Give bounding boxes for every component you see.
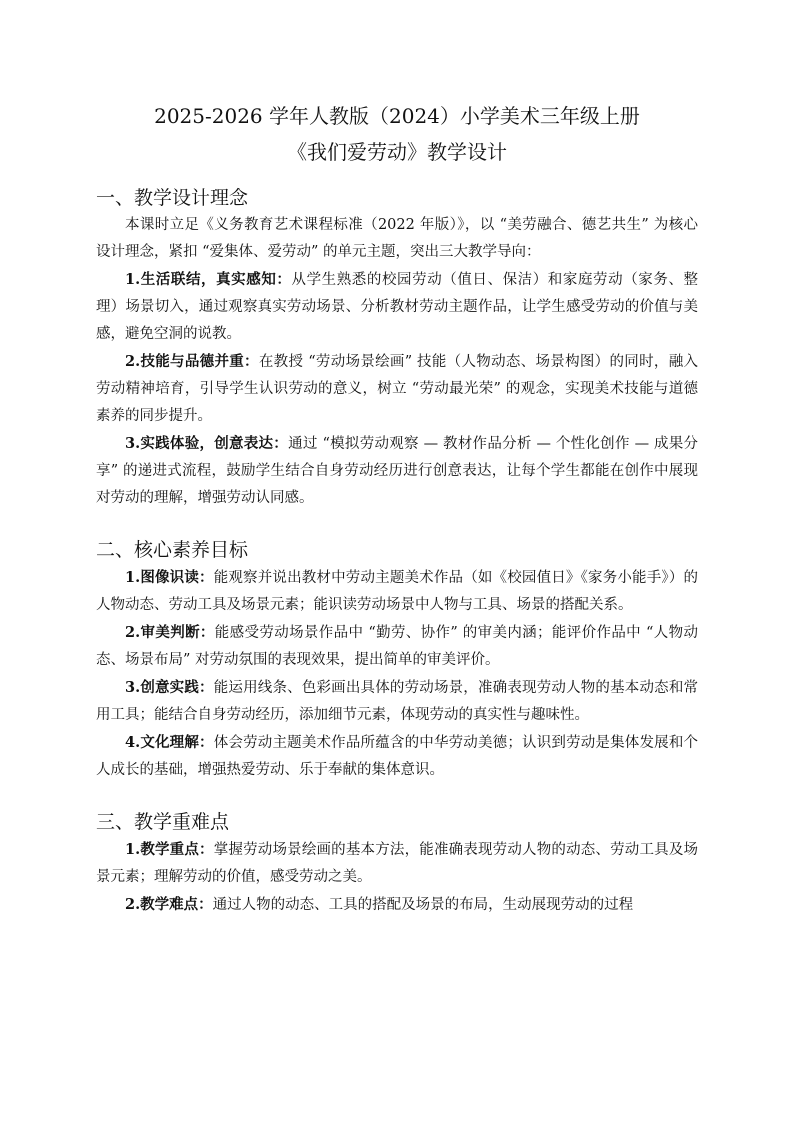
item-lead: 3.创意实践： [125, 679, 214, 696]
item-lead: 1.教学重点： [125, 841, 214, 858]
item-text: 通过人物的动态、工具的搭配及场景的布局，生动展现劳动的过程 [212, 897, 634, 913]
item-lead: 1.生活联结，真实感知： [125, 271, 292, 288]
section-key-difficult-points [96, 808, 698, 919]
list-item [96, 674, 698, 729]
section-core-literacy-goals [96, 536, 698, 784]
section-heading: 二、核心素养目标 [96, 539, 249, 561]
section-intro: 本课时立足《义务教育艺术课程标准（2022 年版）》，以 “美劳融合、德艺共生” 为核心设计理念，紧扣 “爱集体、爱劳动” 的单元主题，突出三大教学导向： [96, 217, 698, 260]
item-text: 从学生熟悉的校园劳动（值日、保洁）和家庭劳动（家务、整理）场景切入，通过观察真实劳动场景、分析教材劳动主题作品，让学生感受劳动的价值与美感，避免空洞的说教。 [96, 272, 699, 342]
document-page [96, 98, 698, 919]
item-text: 在教授 “劳动场景绘画” 技能（人物动态、场景构图）的同时，融入劳动精神培育，引导学生认识劳动的意义，树立 “劳动最光荣” 的观念，实现美术技能与道德素养的同步提升。 [96, 354, 699, 424]
item-lead: 2.技能与品德并重： [125, 353, 259, 370]
item-lead: 1.图像识读： [125, 569, 214, 586]
item-text: 体会劳动主题美术作品所蕴含的中华劳动美德；认识到劳动是集体发展和个人成长的基础，增强热爱劳动、乐于奉献的集体意识。 [96, 735, 699, 778]
section-design-philosophy [96, 184, 698, 512]
list-item [96, 430, 698, 512]
list-item [96, 729, 698, 784]
document-title [96, 98, 698, 170]
item-lead: 3.实践体验，创意表达： [125, 435, 289, 452]
list-item [96, 266, 698, 348]
item-lead: 2.审美判断： [125, 624, 215, 641]
item-text: 能感受劳动场景作品中 “勤劳、协作” 的审美内涵；能评价作品中 “人物动态、场景布局” 对劳动氛围的表现效果，提出简单的审美评价。 [96, 625, 698, 668]
list-item [96, 348, 698, 430]
title-line-1: 2025-2026 学年人教版（2024）小学美术三年级上册 [154, 104, 640, 128]
item-text: 掌握劳动场景绘画的基本方法，能准确表现劳动人物的动态、劳动工具及场景元素；理解劳动的价值，感受劳动之美。 [96, 842, 699, 885]
item-lead: 4.文化理解： [125, 734, 214, 751]
section-heading: 三、教学重难点 [96, 811, 230, 833]
item-lead: 2.教学难点： [125, 896, 213, 913]
item-text: 能运用线条、色彩画出具体的劳动场景，准确表现劳动人物的基本动态和常用工具；能结合自身劳动经历，添加细节元素，体现劳动的真实性与趣味性。 [96, 680, 699, 723]
list-item [96, 619, 698, 674]
list-item [96, 891, 698, 919]
list-item [96, 564, 698, 619]
item-text: 能观察并说出教材中劳动主题美术作品（如《校园值日》《家务小能手》）的人物动态、劳动工具及场景元素；能识读劳动场景中人物与工具、场景的搭配关系。 [96, 570, 699, 613]
item-text: 通过 “模拟劳动观察 — 教材作品分析 — 个性化创作 — 成果分享” 的递进式流程，鼓励学生结合自身劳动经历进行创意表达，让每个学生都能在创作中展现对劳动的理解，增强劳动认同感。 [96, 436, 698, 506]
section-heading: 一、教学设计理念 [96, 187, 249, 209]
list-item [96, 836, 698, 891]
title-line-2: 《我们爱劳动》教学设计 [287, 140, 507, 164]
